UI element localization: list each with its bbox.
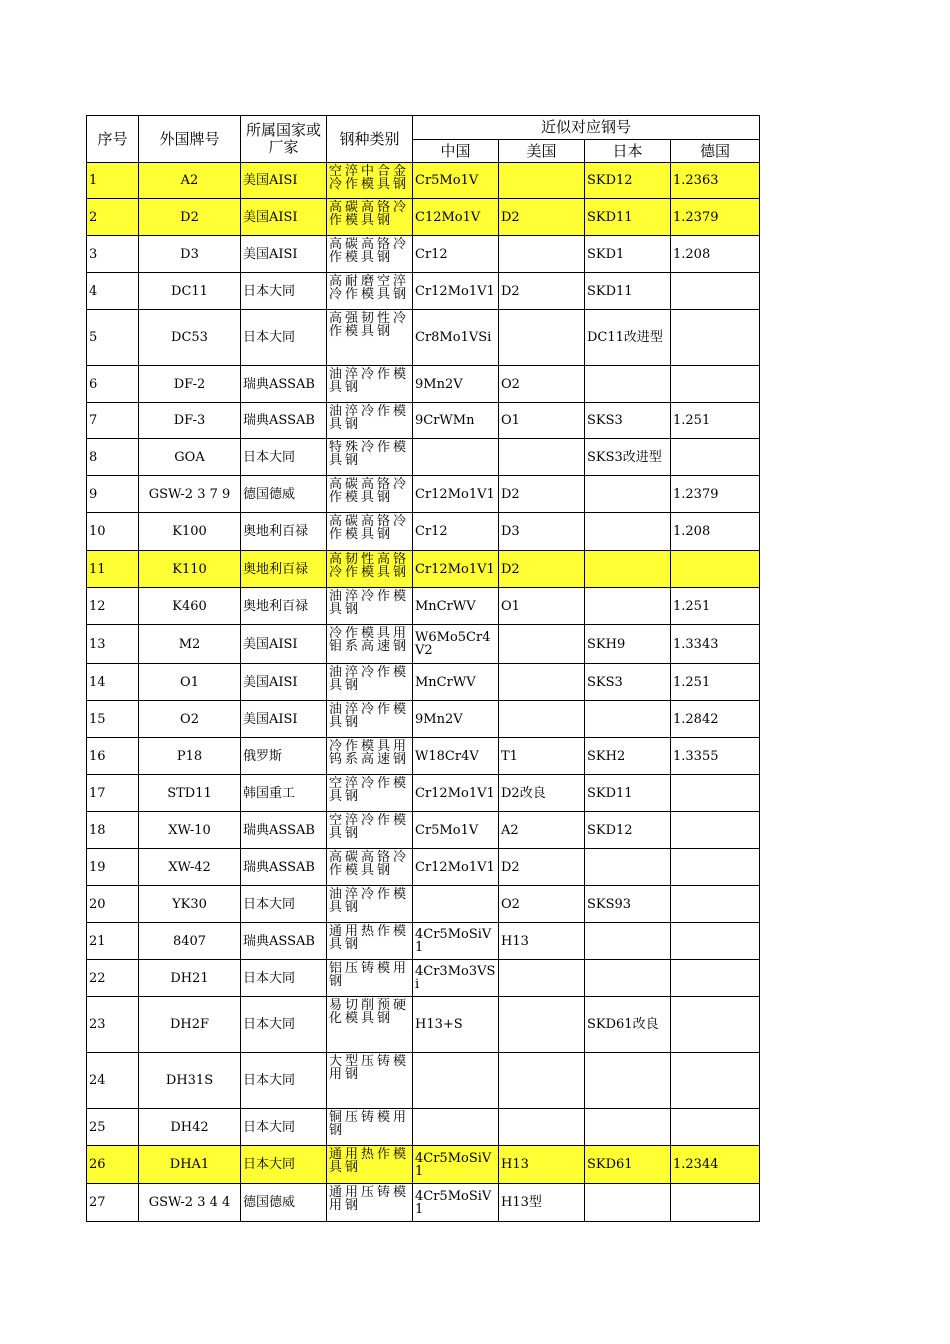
cell-usa: T1: [499, 738, 585, 775]
cell-country: 日本大同: [241, 960, 327, 997]
cell-japan: SKS3: [585, 664, 671, 701]
cell-steel-type: 冷作模具用钼系高速钢: [327, 625, 413, 664]
cell-germany: [671, 366, 760, 403]
cell-china: MnCrWV: [413, 588, 499, 625]
cell-steel-type: 高碳高铬冷作模具钢: [327, 236, 413, 273]
table-row: [87, 923, 760, 960]
cell-foreign-grade: XW-42: [139, 849, 241, 886]
cell-japan: [585, 551, 671, 588]
cell-china: 4Cr5MoSiV1: [413, 1146, 499, 1184]
cell-steel-type: 高耐磨空淬冷作模具钢: [327, 273, 413, 310]
cell-usa: [499, 664, 585, 701]
cell-country: 瑞典ASSAB: [241, 366, 327, 403]
cell-china: W6Mo5Cr4V2: [413, 625, 499, 664]
cell-steel-type: 油淬冷作模具钢: [327, 701, 413, 738]
cell-foreign-grade: DH31S: [139, 1053, 241, 1109]
cell-foreign-grade: DHA1: [139, 1146, 241, 1184]
header-germany: 德国: [671, 140, 760, 163]
cell-foreign-grade: K460: [139, 588, 241, 625]
cell-steel-type: 高碳高铬冷作模具钢: [327, 513, 413, 551]
table-row: [87, 273, 760, 310]
cell-china: 9CrWMn: [413, 403, 499, 439]
cell-china: [413, 886, 499, 923]
header-steel-type: 钢种类别: [327, 116, 413, 163]
table-row: [87, 812, 760, 849]
cell-japan: SKD11: [585, 775, 671, 812]
cell-japan: SKD12: [585, 163, 671, 199]
cell-usa: [499, 163, 585, 199]
cell-seq: 7: [87, 403, 139, 439]
cell-steel-type: 大型压铸模用钢: [327, 1053, 413, 1109]
cell-germany: 1.2379: [671, 199, 760, 236]
cell-foreign-grade: DC11: [139, 273, 241, 310]
cell-usa: [499, 997, 585, 1053]
cell-china: Cr5Mo1V: [413, 812, 499, 849]
cell-japan: SKD11: [585, 273, 671, 310]
cell-foreign-grade: STD11: [139, 775, 241, 812]
cell-foreign-grade: M2: [139, 625, 241, 664]
cell-foreign-grade: GOA: [139, 439, 241, 476]
cell-china: Cr5Mo1V: [413, 163, 499, 199]
cell-china: 9Mn2V: [413, 366, 499, 403]
cell-usa: [499, 960, 585, 997]
cell-country: 日本大同: [241, 1053, 327, 1109]
cell-japan: DC11改进型: [585, 310, 671, 366]
table-row: [87, 366, 760, 403]
cell-usa: D3: [499, 513, 585, 551]
cell-japan: [585, 923, 671, 960]
cell-steel-type: 高碳高铬冷作模具钢: [327, 199, 413, 236]
cell-steel-type: 通用压铸模用钢: [327, 1184, 413, 1222]
cell-seq: 8: [87, 439, 139, 476]
cell-foreign-grade: A2: [139, 163, 241, 199]
cell-germany: [671, 849, 760, 886]
cell-foreign-grade: XW-10: [139, 812, 241, 849]
cell-usa: O1: [499, 403, 585, 439]
cell-steel-type: 油淬冷作模具钢: [327, 886, 413, 923]
table-row: [87, 625, 760, 664]
cell-china: Cr12: [413, 513, 499, 551]
cell-japan: [585, 476, 671, 513]
cell-country: 奥地利百禄: [241, 551, 327, 588]
cell-usa: D2: [499, 199, 585, 236]
cell-germany: [671, 997, 760, 1053]
cell-seq: 27: [87, 1184, 139, 1222]
cell-china: Cr12: [413, 236, 499, 273]
cell-germany: [671, 960, 760, 997]
cell-country: 瑞典ASSAB: [241, 403, 327, 439]
cell-country: 瑞典ASSAB: [241, 923, 327, 960]
cell-china: [413, 1109, 499, 1146]
table-row: [87, 1109, 760, 1146]
cell-germany: 1.2344: [671, 1146, 760, 1184]
cell-foreign-grade: K100: [139, 513, 241, 551]
cell-germany: [671, 1109, 760, 1146]
cell-japan: [585, 960, 671, 997]
cell-china: Cr8Mo1VSi: [413, 310, 499, 366]
cell-country: 日本大同: [241, 310, 327, 366]
cell-germany: [671, 775, 760, 812]
cell-country: 日本大同: [241, 1109, 327, 1146]
cell-germany: 1.2363: [671, 163, 760, 199]
cell-japan: [585, 588, 671, 625]
cell-japan: SKD11: [585, 199, 671, 236]
table-row: [87, 849, 760, 886]
cell-usa: O1: [499, 588, 585, 625]
cell-steel-type: 通用热作模具钢: [327, 923, 413, 960]
cell-seq: 13: [87, 625, 139, 664]
cell-germany: [671, 1184, 760, 1222]
cell-seq: 10: [87, 513, 139, 551]
cell-foreign-grade: DF-3: [139, 403, 241, 439]
cell-usa: [499, 1109, 585, 1146]
cell-foreign-grade: D2: [139, 199, 241, 236]
table-row: [87, 1053, 760, 1109]
cell-china: 4Cr5MoSiV1: [413, 923, 499, 960]
cell-japan: SKD12: [585, 812, 671, 849]
cell-japan: SKS3改进型: [585, 439, 671, 476]
steel-grade-table: [86, 115, 760, 1222]
cell-country: 瑞典ASSAB: [241, 812, 327, 849]
cell-country: 德国德威: [241, 1184, 327, 1222]
cell-seq: 17: [87, 775, 139, 812]
table-row: [87, 701, 760, 738]
cell-germany: 1.3343: [671, 625, 760, 664]
cell-foreign-grade: DH2F: [139, 997, 241, 1053]
cell-usa: D2: [499, 273, 585, 310]
cell-usa: A2: [499, 812, 585, 849]
table-row: [87, 960, 760, 997]
cell-china: Cr12Mo1V1: [413, 273, 499, 310]
cell-country: 日本大同: [241, 886, 327, 923]
cell-foreign-grade: GSW-2 3 4 4: [139, 1184, 241, 1222]
table-row: [87, 738, 760, 775]
header-usa: 美国: [499, 140, 585, 163]
cell-country: 日本大同: [241, 439, 327, 476]
table-row: [87, 236, 760, 273]
cell-seq: 12: [87, 588, 139, 625]
cell-country: 德国德威: [241, 476, 327, 513]
cell-china: Cr12Mo1V1: [413, 476, 499, 513]
cell-japan: SKD1: [585, 236, 671, 273]
cell-steel-type: 空淬中合金冷作模具钢: [327, 163, 413, 199]
cell-germany: 1.208: [671, 513, 760, 551]
cell-seq: 3: [87, 236, 139, 273]
cell-germany: 1.251: [671, 403, 760, 439]
cell-steel-type: 油淬冷作模具钢: [327, 403, 413, 439]
cell-japan: [585, 701, 671, 738]
table-row: [87, 310, 760, 366]
cell-germany: 1.3355: [671, 738, 760, 775]
cell-foreign-grade: DH42: [139, 1109, 241, 1146]
cell-foreign-grade: DF-2: [139, 366, 241, 403]
cell-country: 奥地利百禄: [241, 513, 327, 551]
cell-seq: 26: [87, 1146, 139, 1184]
cell-steel-type: 通用热作模具钢: [327, 1146, 413, 1184]
cell-japan: [585, 1053, 671, 1109]
cell-china: Cr12Mo1V1: [413, 849, 499, 886]
cell-germany: [671, 923, 760, 960]
cell-country: 奥地利百禄: [241, 588, 327, 625]
cell-germany: [671, 886, 760, 923]
cell-foreign-grade: DC53: [139, 310, 241, 366]
cell-china: W18Cr4V: [413, 738, 499, 775]
cell-seq: 22: [87, 960, 139, 997]
cell-steel-type: 高强韧性冷作模具钢: [327, 310, 413, 366]
header-country: 所属国家或厂家: [241, 116, 327, 163]
cell-germany: [671, 551, 760, 588]
table-row: [87, 163, 760, 199]
cell-seq: 23: [87, 997, 139, 1053]
cell-usa: [499, 439, 585, 476]
cell-foreign-grade: K110: [139, 551, 241, 588]
cell-country: 美国AISI: [241, 236, 327, 273]
cell-japan: SKS93: [585, 886, 671, 923]
cell-usa: D2: [499, 849, 585, 886]
cell-seq: 21: [87, 923, 139, 960]
table-row: [87, 476, 760, 513]
cell-foreign-grade: GSW-2 3 7 9: [139, 476, 241, 513]
cell-country: 瑞典ASSAB: [241, 849, 327, 886]
cell-usa: [499, 625, 585, 664]
cell-usa: H13: [499, 923, 585, 960]
cell-country: 日本大同: [241, 273, 327, 310]
cell-japan: SKS3: [585, 403, 671, 439]
cell-country: 美国AISI: [241, 701, 327, 738]
cell-seq: 18: [87, 812, 139, 849]
cell-seq: 6: [87, 366, 139, 403]
table-row: [87, 775, 760, 812]
table-row: [87, 997, 760, 1053]
cell-country: 美国AISI: [241, 199, 327, 236]
table-row: [87, 513, 760, 551]
cell-germany: 1.2379: [671, 476, 760, 513]
cell-japan: [585, 1184, 671, 1222]
cell-usa: D2: [499, 476, 585, 513]
cell-country: 美国AISI: [241, 163, 327, 199]
cell-seq: 20: [87, 886, 139, 923]
cell-foreign-grade: O1: [139, 664, 241, 701]
table-row: [87, 886, 760, 923]
cell-steel-type: 冷作模具用钨系高速钢: [327, 738, 413, 775]
cell-seq: 19: [87, 849, 139, 886]
cell-usa: [499, 701, 585, 738]
cell-steel-type: 油淬冷作模具钢: [327, 588, 413, 625]
cell-usa: H13型: [499, 1184, 585, 1222]
cell-japan: SKH2: [585, 738, 671, 775]
cell-steel-type: 铜压铸模用钢: [327, 1109, 413, 1146]
cell-germany: 1.251: [671, 664, 760, 701]
cell-country: 日本大同: [241, 1146, 327, 1184]
cell-seq: 15: [87, 701, 139, 738]
cell-usa: O2: [499, 366, 585, 403]
cell-china: 4Cr5MoSiV1: [413, 1184, 499, 1222]
table-row: [87, 588, 760, 625]
cell-seq: 11: [87, 551, 139, 588]
cell-japan: SKD61: [585, 1146, 671, 1184]
table-body: [87, 163, 760, 1222]
header-foreign-grade: 外国牌号: [139, 116, 241, 163]
cell-china: 9Mn2V: [413, 701, 499, 738]
table-row: [87, 403, 760, 439]
cell-japan: [585, 513, 671, 551]
cell-germany: [671, 439, 760, 476]
cell-usa: D2: [499, 551, 585, 588]
cell-germany: 1.208: [671, 236, 760, 273]
cell-usa: [499, 236, 585, 273]
cell-germany: [671, 1053, 760, 1109]
cell-steel-type: 空淬冷作模具钢: [327, 812, 413, 849]
cell-foreign-grade: YK30: [139, 886, 241, 923]
table-row: [87, 664, 760, 701]
cell-japan: SKH9: [585, 625, 671, 664]
cell-foreign-grade: DH21: [139, 960, 241, 997]
cell-steel-type: 易切削预硬化模具钢: [327, 997, 413, 1053]
table-row: [87, 1184, 760, 1222]
header-china: 中国: [413, 140, 499, 163]
cell-japan: [585, 1109, 671, 1146]
cell-country: 日本大同: [241, 997, 327, 1053]
cell-seq: 9: [87, 476, 139, 513]
cell-usa: [499, 1053, 585, 1109]
header-seq: 序号: [87, 116, 139, 163]
table-row: [87, 199, 760, 236]
cell-steel-type: 油淬冷作模具钢: [327, 664, 413, 701]
table-row: [87, 1146, 760, 1184]
cell-steel-type: 油淬冷作模具钢: [327, 366, 413, 403]
cell-seq: 4: [87, 273, 139, 310]
table-row: [87, 551, 760, 588]
cell-germany: 1.2842: [671, 701, 760, 738]
cell-germany: 1.251: [671, 588, 760, 625]
cell-usa: [499, 310, 585, 366]
cell-steel-type: 高碳高铬冷作模具钢: [327, 476, 413, 513]
cell-usa: O2: [499, 886, 585, 923]
cell-seq: 16: [87, 738, 139, 775]
cell-steel-type: 高韧性高铬冷作模具钢: [327, 551, 413, 588]
cell-country: 美国AISI: [241, 625, 327, 664]
cell-seq: 1: [87, 163, 139, 199]
cell-china: 4Cr3Mo3VSi: [413, 960, 499, 997]
cell-japan: SKD61改良: [585, 997, 671, 1053]
cell-china: Cr12Mo1V1: [413, 551, 499, 588]
cell-seq: 24: [87, 1053, 139, 1109]
header-japan: 日本: [585, 140, 671, 163]
header-equivalent: 近似对应钢号: [413, 116, 760, 140]
cell-country: 美国AISI: [241, 664, 327, 701]
cell-japan: [585, 366, 671, 403]
cell-country: 俄罗斯: [241, 738, 327, 775]
cell-steel-type: 高碳高铬冷作模具钢: [327, 849, 413, 886]
cell-seq: 25: [87, 1109, 139, 1146]
cell-foreign-grade: 8407: [139, 923, 241, 960]
cell-china: MnCrWV: [413, 664, 499, 701]
cell-foreign-grade: O2: [139, 701, 241, 738]
cell-china: H13+S: [413, 997, 499, 1053]
cell-germany: [671, 812, 760, 849]
cell-steel-type: 铝压铸模用钢: [327, 960, 413, 997]
cell-seq: 2: [87, 199, 139, 236]
cell-japan: [585, 849, 671, 886]
cell-china: Cr12Mo1V1: [413, 775, 499, 812]
cell-steel-type: 空淬冷作模具钢: [327, 775, 413, 812]
table-row: [87, 439, 760, 476]
cell-germany: [671, 273, 760, 310]
cell-country: 韩国重工: [241, 775, 327, 812]
cell-germany: [671, 310, 760, 366]
cell-china: [413, 439, 499, 476]
cell-seq: 5: [87, 310, 139, 366]
cell-china: [413, 1053, 499, 1109]
cell-usa: H13: [499, 1146, 585, 1184]
cell-foreign-grade: P18: [139, 738, 241, 775]
cell-foreign-grade: D3: [139, 236, 241, 273]
cell-usa: D2改良: [499, 775, 585, 812]
cell-china: C12Mo1V: [413, 199, 499, 236]
cell-seq: 14: [87, 664, 139, 701]
cell-steel-type: 特殊冷作模具钢: [327, 439, 413, 476]
